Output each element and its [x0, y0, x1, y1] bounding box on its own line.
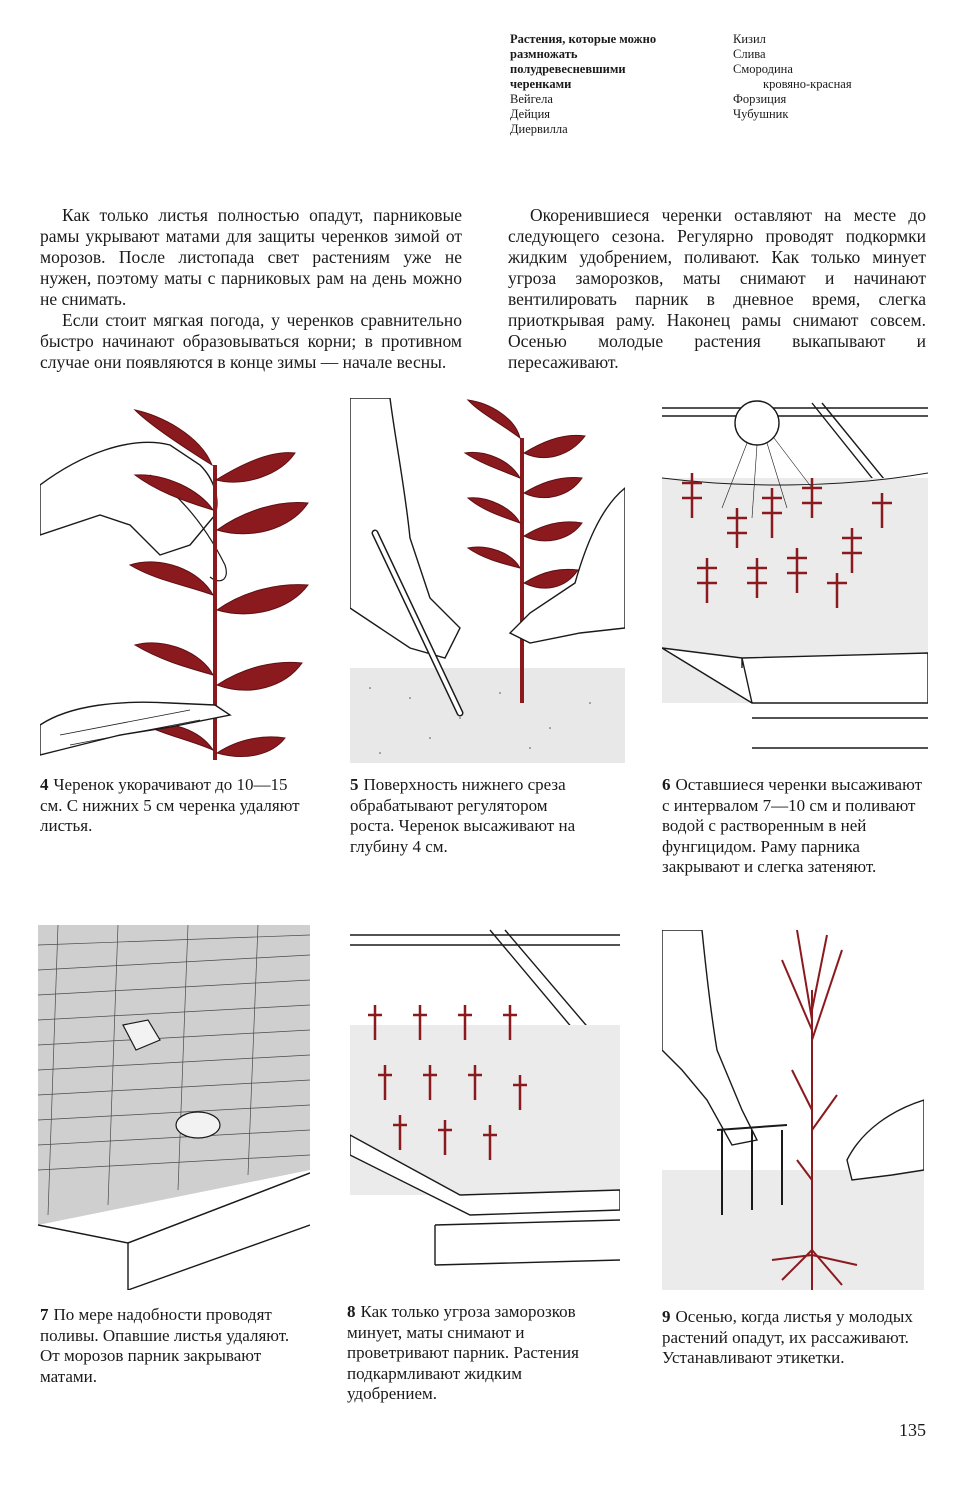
body-paragraph: Окоренившиеся черенки оставляют на месте до следующего сезона. Регулярно проводят подкормки жидким удобрением, поливают. Как только минует угроза заморозков, маты снимают и начинают вентилировать парник в дневное время, слегка приоткрывая раму. Наконец рамы снимают совсем. Осенью молодые растения выкапывают и пересаживают.: [508, 205, 926, 372]
caption-step-6: [662, 775, 924, 878]
caption-step-9: [662, 1307, 927, 1369]
caption-step-4: [40, 775, 300, 837]
covered-cold-frame-drawing: [38, 925, 310, 1290]
plant-list-heading-line: полудревесневшими: [510, 62, 626, 76]
illustration-step-6: [662, 398, 928, 763]
caption-number: 4: [40, 775, 49, 794]
caption-step-8: [347, 1302, 595, 1405]
plant-list-item: Форзиция: [733, 92, 787, 106]
caption-number: 7: [40, 1305, 49, 1324]
caption-text: Как только угроза заморозков минует, маты снимают и проветривают парник. Растения подкармливают жидким удобрением.: [347, 1302, 579, 1403]
caption-text: По мере надобности проводят поливы. Опавшие листья удаляют. От морозов парник закрывают матами.: [40, 1305, 290, 1386]
plant-list-right-column: [733, 32, 933, 122]
plant-list-item: Дейция: [510, 107, 551, 121]
plant-list-item: Чубушник: [733, 107, 789, 121]
planting-cutting-drawing: [350, 398, 625, 763]
plant-list-item: Вейгела: [510, 92, 553, 106]
cutting-with-pruner-drawing: [40, 405, 310, 760]
plant-list-heading-line: размножать: [510, 47, 578, 61]
caption-number: 6: [662, 775, 671, 794]
illustration-step-8: [350, 925, 620, 1290]
plant-list-heading-line: Растения, которые можно: [510, 32, 657, 46]
body-text-left-column: [40, 205, 462, 373]
caption-step-7: [40, 1305, 300, 1387]
caption-number: 9: [662, 1307, 671, 1326]
plant-list-left-column: [510, 32, 720, 137]
plant-list-heading-line: черенками: [510, 77, 572, 91]
ventilated-cold-frame-drawing: [350, 925, 620, 1290]
caption-text: Черенок укорачивают до 10—15 см. С нижних 5 см черенка удаляют листья.: [40, 775, 300, 835]
cold-frame-watering-drawing: [662, 398, 928, 763]
plant-list-item: Кизил: [733, 32, 766, 46]
plant-list-item-continuation: кровяно-красная: [763, 77, 852, 91]
illustration-step-5: [350, 398, 625, 763]
plant-list-item: Слива: [733, 47, 766, 61]
body-paragraph: Если стоит мягкая погода, у черенков сравнительно быстро начинают образовываться корни; в противном случае они появляются в конце зимы — начале весны.: [40, 310, 462, 372]
caption-step-5: [350, 775, 595, 857]
caption-text: Поверхность нижнего среза обрабатывают регулятором роста. Черенок высаживают на глубину 4 см.: [350, 775, 576, 856]
illustration-step-7: [38, 925, 310, 1290]
body-paragraph: Как только листья полностью опадут, парниковые рамы укрывают матами для защиты черенков зимой от морозов. После листопада свет растениям уже не нужен, поэтому маты с парниковых рам на день можно не снимать.: [40, 205, 462, 309]
plant-list-item: Смородина: [733, 62, 793, 76]
body-text-right-column: [508, 205, 926, 373]
caption-text: Осенью, когда листья у молодых растений опадут, их рассаживают. Устанавливают этикетки.: [662, 1307, 913, 1367]
illustration-step-9: [662, 930, 924, 1295]
caption-text: Оставшиеся черенки высаживают с интервалом 7—10 см и поливают водой с растворенным в ней фунгицидом. Раму парника закрывают и слегка затеняют.: [662, 775, 922, 876]
digging-young-plant-drawing: [662, 930, 924, 1295]
plant-list-item: Диервилла: [510, 122, 568, 136]
illustration-step-4: [40, 405, 310, 760]
caption-number: 8: [347, 1302, 356, 1321]
caption-number: 5: [350, 775, 359, 794]
page-number: 135: [899, 1420, 926, 1440]
